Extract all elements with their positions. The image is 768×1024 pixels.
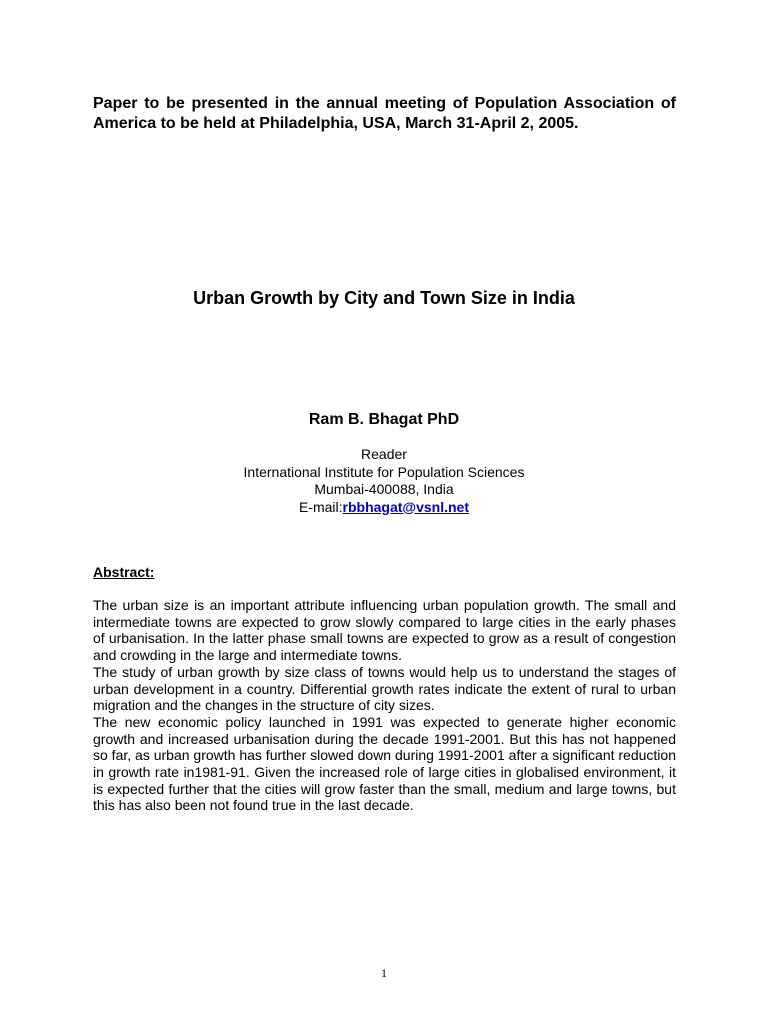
page-number: 1 xyxy=(381,966,387,980)
abstract-heading: Abstract: xyxy=(93,564,155,580)
conference-note: Paper to be presented in the annual meeting of Population Association of America to be held at Philadelphia, USA, March 31-April 2, 2005. xyxy=(93,95,676,132)
abstract-paragraph: The new economic policy launched in 1991 was expected to generate higher economic growth and increased urbanisation during the decade 1991-2001. But this has not happened so far, as urban growth has further slowed down during 1991-2001 after a significant reduction in growth rate in1981-91. Given the increased role of large cities in globalised environment, it is expected further that the cities will grow faster than the small, medium and large towns, but this has also been not found true in the last decade. xyxy=(93,713,676,814)
author-position: Reader xyxy=(361,446,407,462)
author-institute: International Institute for Population Sciences xyxy=(243,463,525,480)
email-link[interactable]: rbbhagat@vsnl.net xyxy=(342,498,469,515)
paper-title: Urban Growth by City and Town Size in India xyxy=(193,288,575,308)
author-name: Ram B. Bhagat PhD xyxy=(308,411,460,428)
abstract-body xyxy=(93,597,676,814)
author-affiliation xyxy=(0,446,768,516)
abstract-paragraph: The study of urban growth by size class of towns would help us to understand the stages of urban development in a country. Differential growth rates indicate the extent of rural to urban migration and the changes in the structure of city sizes. xyxy=(93,663,676,714)
abstract-paragraph: The urban size is an important attribute influencing urban population growth. The small and intermediate towns are expected to grow slowly compared to large cities in the early phases of urbanisation. In the latter phase small towns are expected to grow as a result of congestion and crowding in the large and intermediate towns. xyxy=(93,597,676,664)
email-label: E-mail: xyxy=(298,498,343,515)
author-city: Mumbai-400088, India xyxy=(314,481,454,497)
email-line xyxy=(0,499,768,517)
